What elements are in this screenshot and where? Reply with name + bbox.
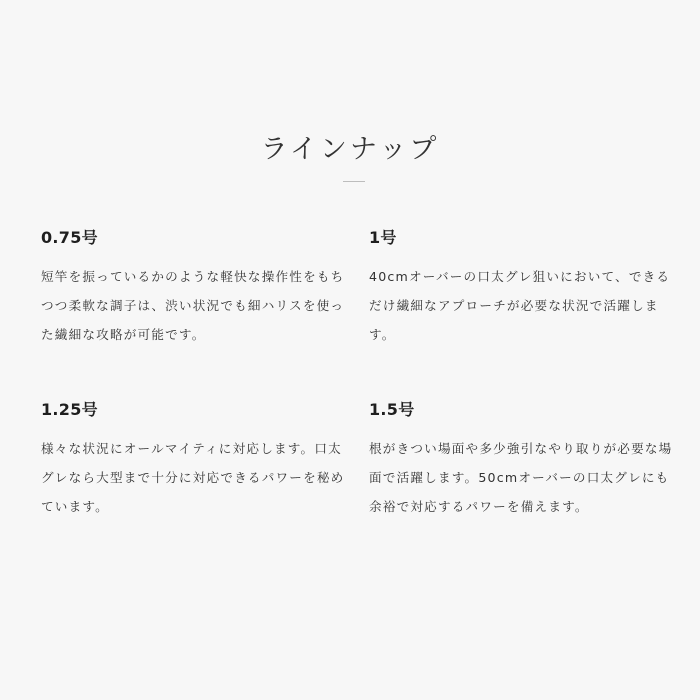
lineup-item: [369, 399, 674, 521]
lineup-item: [41, 227, 346, 349]
lineup-item-heading: 1号: [369, 228, 397, 247]
lineup-item-heading: 1.5号: [369, 400, 415, 419]
lineup-item-description: 様々な状況にオールマイティに対応します。口太グレなら大型まで十分に対応できるパワーを秘めています。: [41, 441, 345, 514]
lineup-item: [369, 227, 674, 349]
lineup-item-heading: 1.25号: [41, 400, 98, 419]
section-title: ラインナップ: [260, 134, 440, 165]
lineup-item-description: 40cmオーバーの口太グレ狙いにおいて、できるだけ繊細なアプローチが必要な状況で活躍します。: [369, 269, 671, 342]
lineup-item-heading: 0.75号: [41, 228, 98, 247]
lineup-item-description: 短竿を振っているかのような軽快な操作性をもちつつ柔軟な調子は、渋い状況でも細ハリスを使った繊細な攻略が可能です。: [41, 269, 345, 342]
lineup-item-description: 根がきつい場面や多少強引なやり取りが必要な場面で活躍します。50cmオーバーの口太グレにも余裕で対応するパワーを備えます。: [369, 441, 673, 514]
title-divider: [343, 181, 365, 182]
lineup-item: [41, 399, 346, 521]
